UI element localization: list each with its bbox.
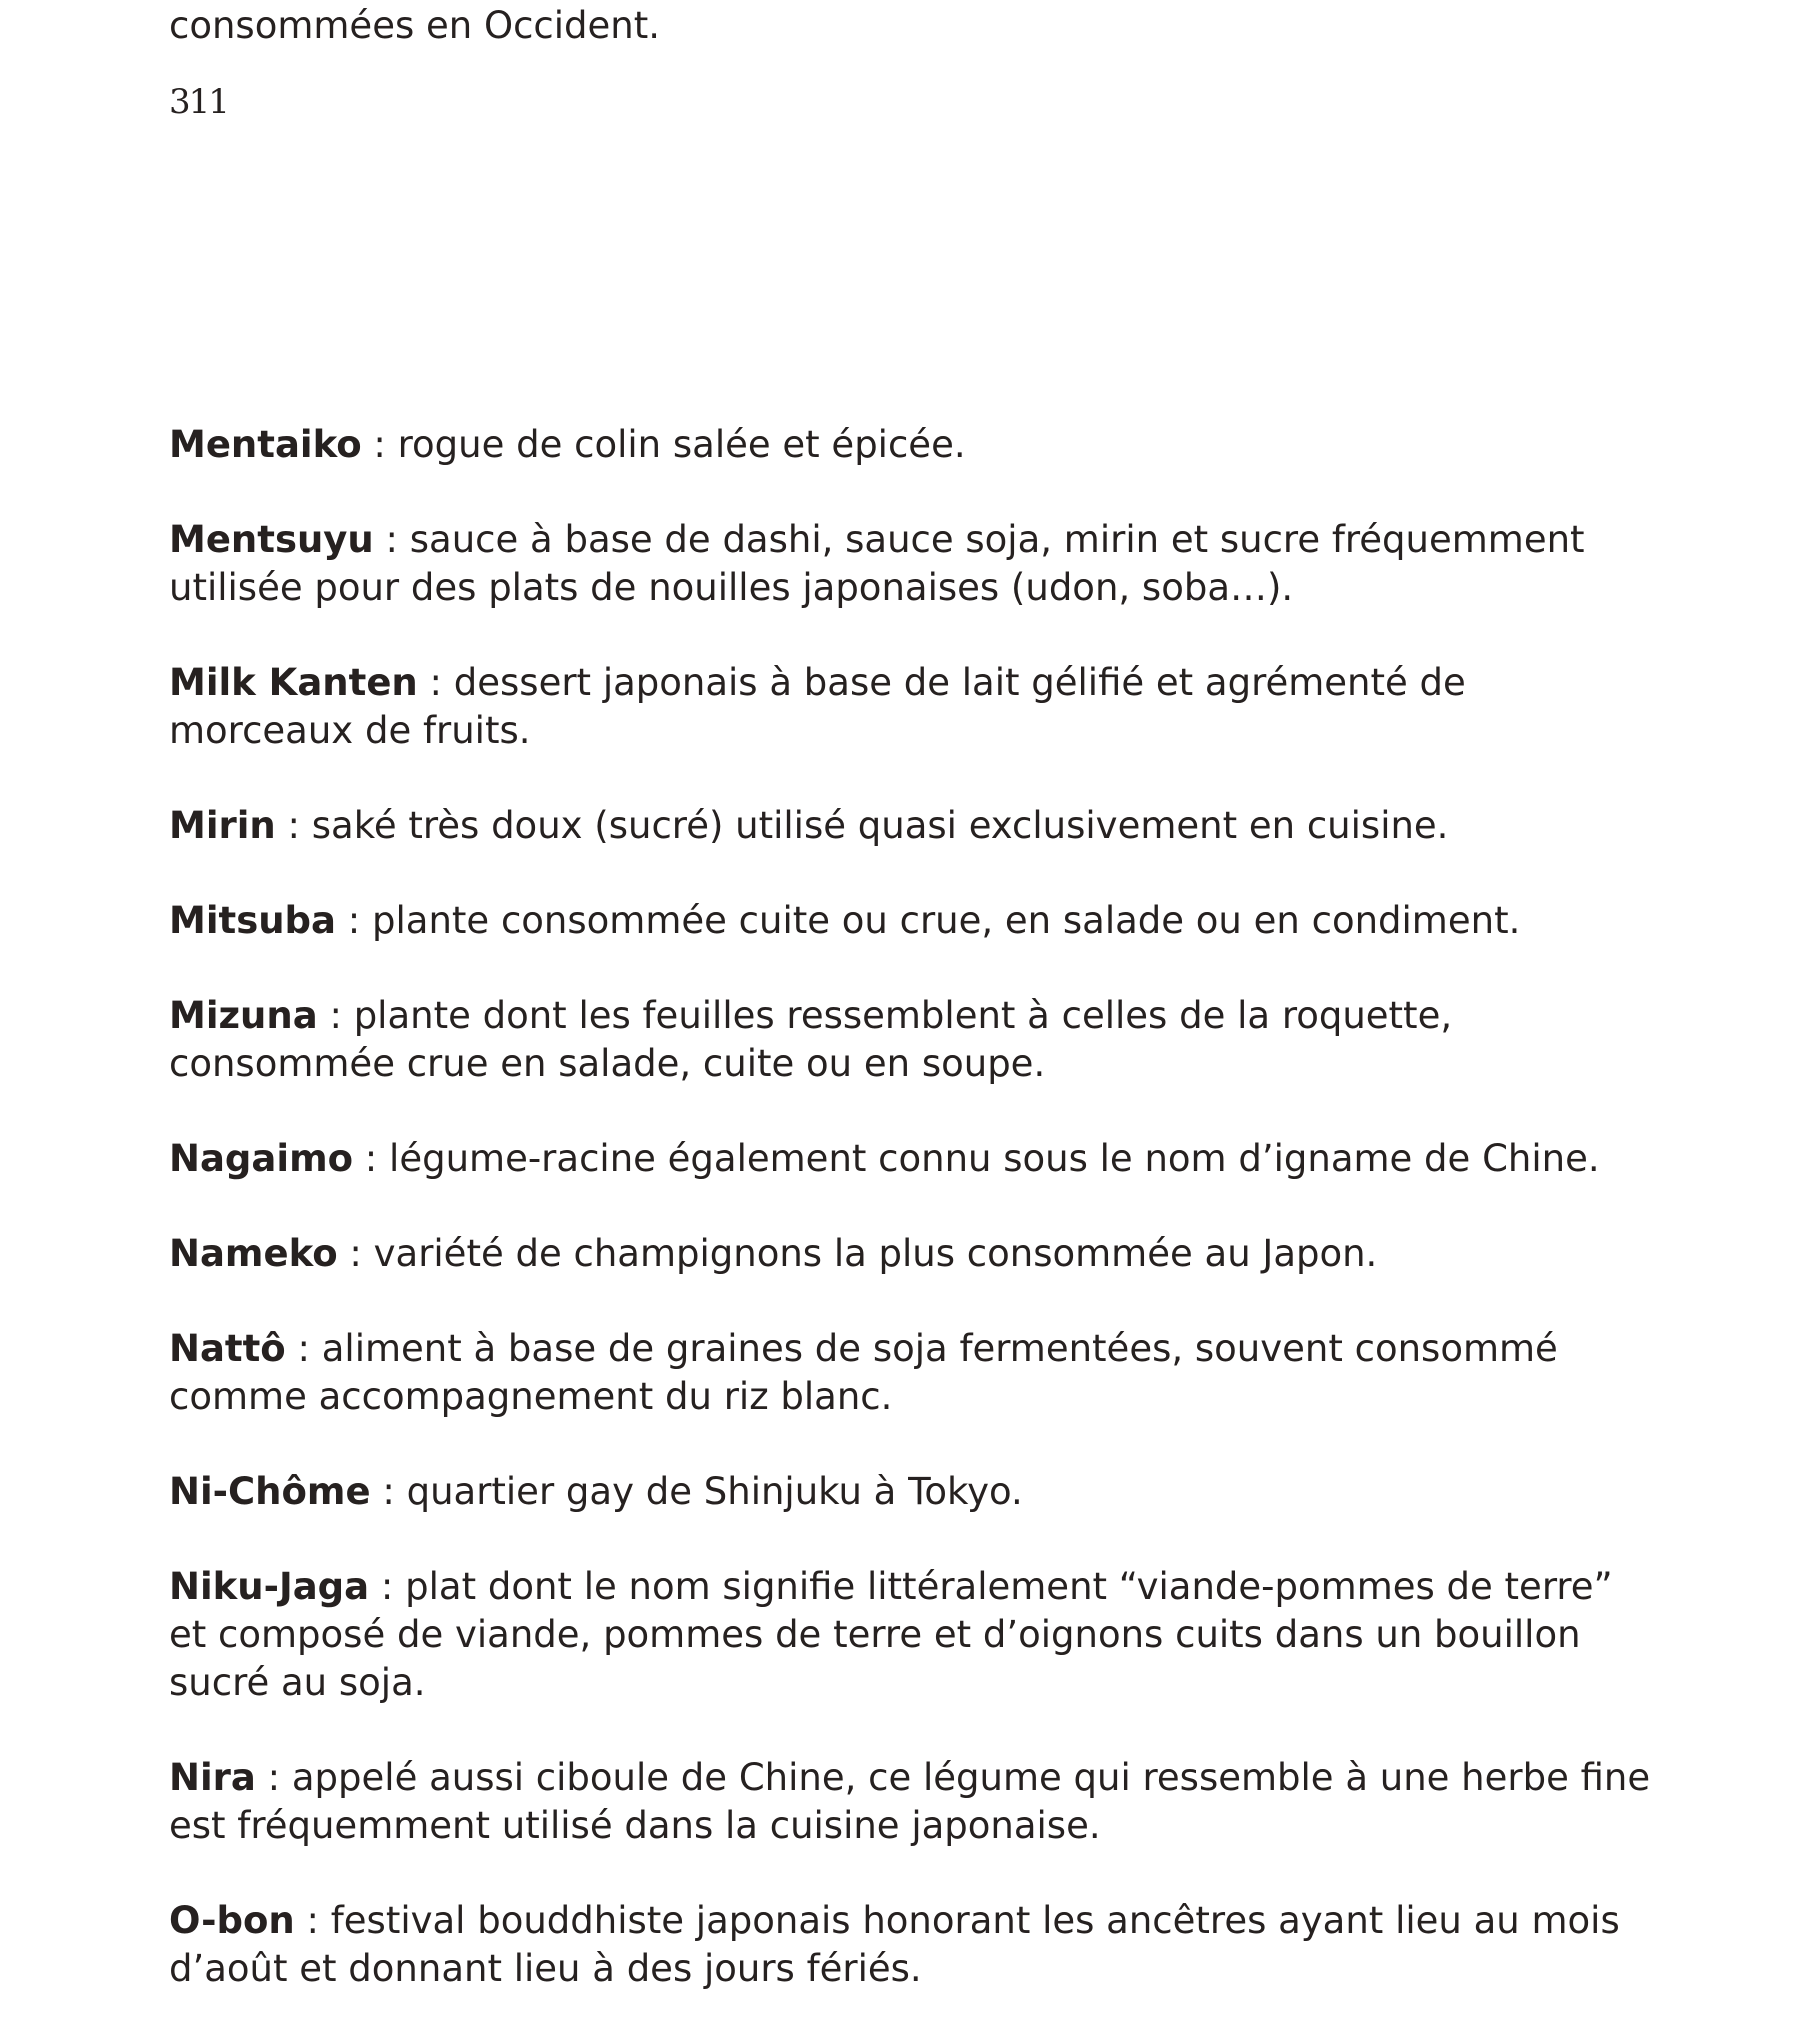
glossary-list [169,421,1649,2040]
glossary-term: Nameko [169,1232,338,1275]
glossary-entry: Mentaiko : rogue de colin salée et épicée. [169,423,966,466]
glossary-definition-line: sauce à base de dashi, sauce soja, mirin et sucre fréquemment [409,518,1585,561]
glossary-definition-line: morceaux de fruits. [169,709,531,752]
glossary-definition-line: légume-racine également connu sous le nom d’igname de Chine. [389,1137,1600,1180]
glossary-term: Mitsuba [169,899,337,942]
glossary-term: Nattô [169,1327,286,1370]
glossary-definition-line: utilisée pour des plats de nouilles japonaises (udon, soba…). [169,566,1294,609]
glossary-entry: Nameko : variété de champignons la plus consommée au Japon. [169,1232,1378,1275]
glossary-term: Mentsuyu [169,518,374,561]
glossary-definition-line: saké très doux (sucré) utilisé quasi exclusivement en cuisine. [311,804,1449,847]
glossary-term: Nagaimo [169,1137,354,1180]
glossary-definition-line: appelé aussi ciboule de Chine, ce légume qui ressemble à une herbe fine [291,1756,1651,1799]
glossary-term: Ni-Chôme [169,1470,371,1513]
glossary-definition-line: rogue de colin salée et épicée. [397,423,966,466]
glossary-entry: Mitsuba : plante consommée cuite ou crue, en salade ou en condiment. [169,899,1521,942]
glossary-term: Mizuna [169,994,318,1037]
glossary-definition-line: quartier gay de Shinjuku à Tokyo. [406,1470,1023,1513]
glossary-definition-line: sucré au soja. [169,1661,426,1704]
glossary-term: Mirin [169,804,276,847]
glossary-term: Niku-Jaga [169,1565,370,1608]
glossary-definition-line: comme accompagnement du riz blanc. [169,1375,893,1418]
glossary-entry: O-bon : festival bouddhiste japonais honorant les ancêtres ayant lieu au mois d’août et donnant lieu à des jours fériés. [169,1899,1620,1990]
glossary-term: Mentaiko [169,423,362,466]
glossary-definition-line: dessert japonais à base de lait gélifié et agrémenté de [453,661,1466,704]
glossary-entry: Mizuna : plante dont les feuilles ressemblent à celles de la roquette, consommée crue en salade, cuite ou en soupe. [169,994,1453,1085]
glossary-entry: Niku-Jaga : plat dont le nom signifie littéralement “viande-pommes de terre” et composé de viande, pommes de terre et d’oignons cuits dans un bouillon sucré au soja. [169,1565,1613,1704]
glossary-entry: Nira : appelé aussi ciboule de Chine, ce légume qui ressemble à une herbe fine est fréquemment utilisé dans la cuisine japonaise. [169,1756,1651,1847]
glossary-term: Milk Kanten [169,661,418,704]
glossary-definition-line: d’août et donnant lieu à des jours fériés. [169,1947,922,1990]
glossary-definition-line: est fréquemment utilisé dans la cuisine japonaise. [169,1804,1101,1847]
glossary-definition-line: plante dont les feuilles ressemblent à celles de la roquette, [353,994,1453,1037]
glossary-definition-line: variété de champignons la plus consommée au Japon. [373,1232,1378,1275]
glossary-entry: Ni-Chôme : quartier gay de Shinjuku à Tokyo. [169,1470,1023,1513]
page-number: 311 [169,82,228,122]
glossary-entry: Nagaimo : légume-racine également connu sous le nom d’igname de Chine. [169,1137,1600,1180]
glossary-definition-line: plat dont le nom signifie littéralement “viande-pommes de terre” [405,1565,1613,1608]
glossary-definition-line: aliment à base de graines de soja fermentées, souvent consommé [321,1327,1558,1370]
glossary-definition-line: consommée crue en salade, cuite ou en soupe. [169,1042,1046,1085]
glossary-entry: Mentsuyu : sauce à base de dashi, sauce soja, mirin et sucre fréquemment utilisée pour des plats de nouilles japonaises (udon, soba…). [169,518,1585,609]
glossary-definition-line: festival bouddhiste japonais honorant les ancêtres ayant lieu au mois [330,1899,1620,1942]
glossary-definition-line: et composé de viande, pommes de terre et d’oignons cuits dans un bouillon [169,1613,1581,1656]
glossary-entry: Nattô : aliment à base de graines de soja fermentées, souvent consommé comme accompagnement du riz blanc. [169,1327,1558,1418]
glossary-term: O-bon [169,1899,295,1942]
glossary-entry: Mirin : saké très doux (sucré) utilisé quasi exclusivement en cuisine. [169,804,1449,847]
glossary-entry: Milk Kanten : dessert japonais à base de lait gélifié et agrémenté de morceaux de fruits. [169,661,1466,752]
glossary-term: Nira [169,1756,256,1799]
previous-page-tail-text: consommées en Occident. [169,4,661,47]
glossary-definition-line: plante consommée cuite ou crue, en salade ou en condiment. [372,899,1521,942]
